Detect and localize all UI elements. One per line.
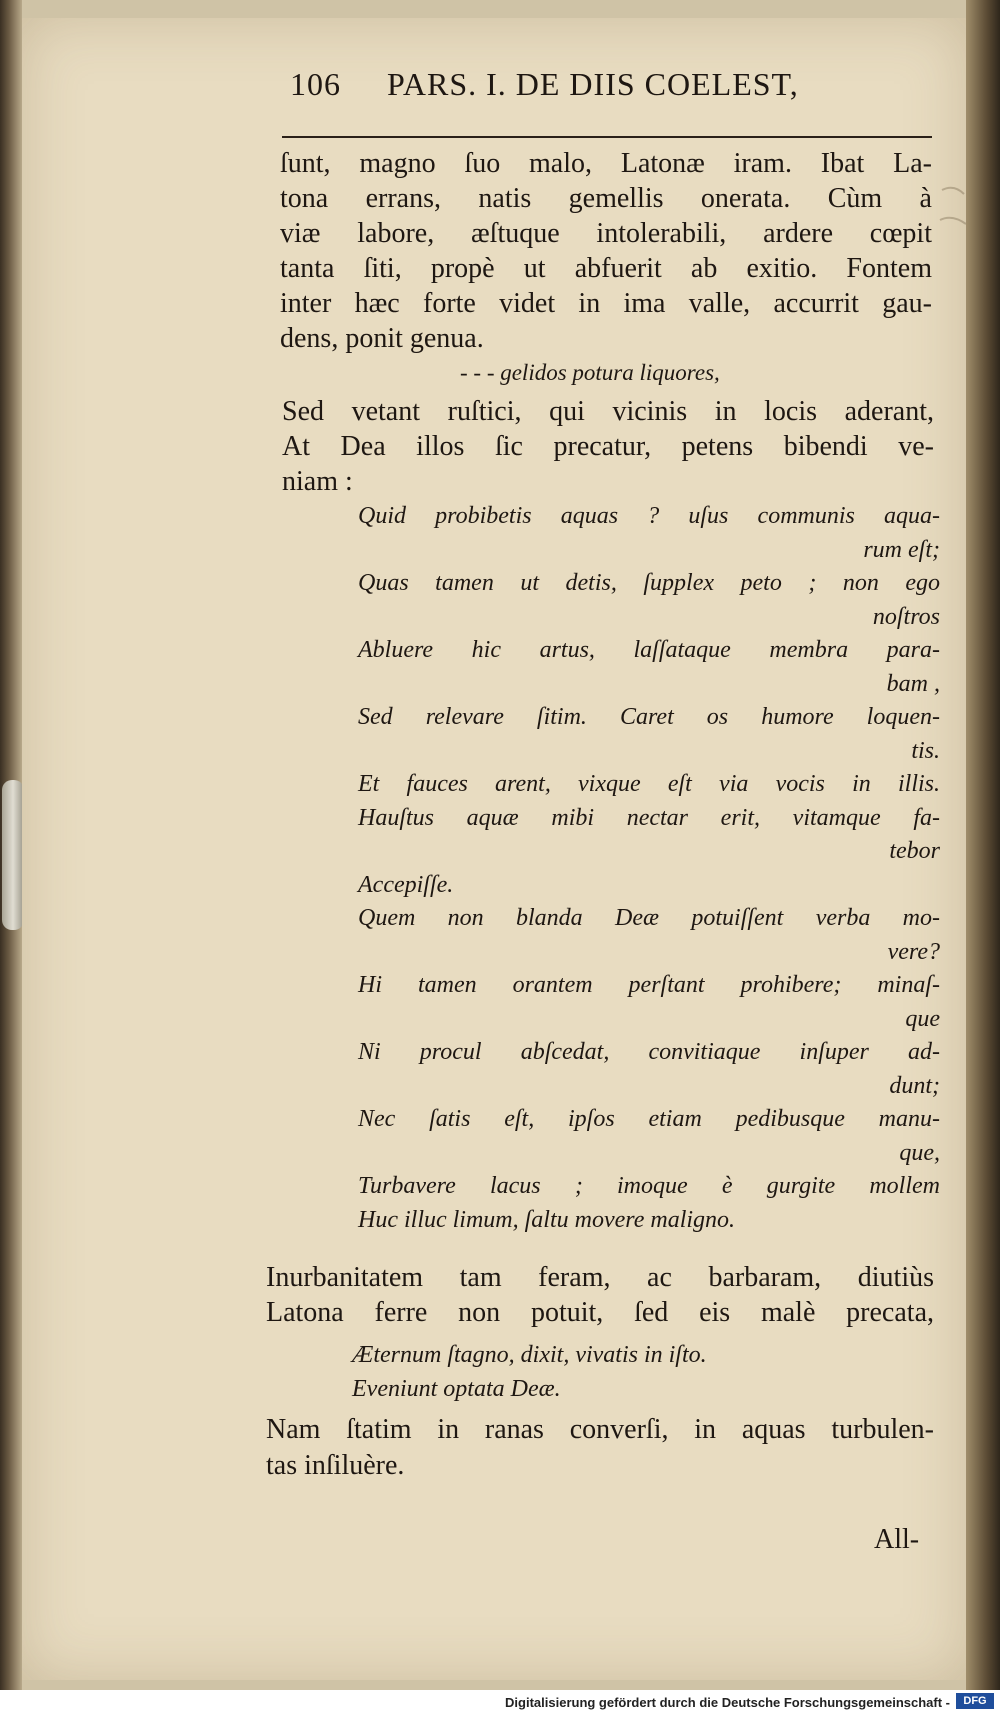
text-line: Sed vetant ruſtici, qui vicinis in locis aderant, xyxy=(282,396,934,427)
footer-bar xyxy=(0,1690,1000,1712)
verse-line: Turbavere lacus ; imoque è gurgite mollem xyxy=(358,1173,940,1199)
verse-turnover: que xyxy=(905,1005,940,1032)
verse-block-2 xyxy=(352,1338,912,1406)
verse-line: Quas tamen ut detis, ſupplex peto ; non ego xyxy=(358,570,940,596)
verse-line: Et fauces arent, vixque eſt via vocis in illis. xyxy=(358,771,940,797)
text-line: tas inſiluère. xyxy=(266,1450,405,1481)
verse-turnover: noſtros xyxy=(872,603,940,630)
text-line: Nam ſtatim in ranas converſi, in aquas turbulen- xyxy=(266,1414,934,1445)
verse-turnover: dunt; xyxy=(889,1072,940,1099)
quoted-fragment: - - - gelidos potura liquores, xyxy=(460,360,720,385)
catchword: All- xyxy=(874,1524,920,1555)
text-line: dens, ponit genua. xyxy=(280,323,484,354)
text-line: Inurbanitatem tam feram, ac barbaram, diutiùs xyxy=(266,1262,934,1293)
text-line: viæ labore, æſtuque intolerabili, ardere cœpit xyxy=(280,218,932,249)
prose-block-2 xyxy=(282,394,934,499)
verse-line: Nec ſatis eſt, ipſos etiam pedibusque manu- xyxy=(358,1106,940,1132)
verse-line: Quid probibetis aquas ? uſus communis aqua- xyxy=(358,503,940,529)
text-line: At Dea illos ſic precatur, petens bibendi ve- xyxy=(282,431,934,462)
running-head-title: PARS. I. DE DIIS COELEST, xyxy=(387,66,799,102)
prose-block-3 xyxy=(266,1260,934,1330)
text-line: tona errans, natis gemellis onerata. Cùm à xyxy=(280,183,932,214)
verse-line: Huc illuc limum, ſaltu movere maligno. xyxy=(358,1206,736,1233)
page-edge xyxy=(966,0,1000,1690)
digitization-credit: Digitalisierung gefördert durch die Deutsche Forschungsgemeinschaft - xyxy=(505,1695,950,1710)
verse-turnover: vere? xyxy=(887,938,940,965)
verse-line: Æternum ſtagno, dixit, vivatis in iſto. xyxy=(352,1342,707,1368)
verse-line: Hi tamen orantem perſtant prohibere; minaſ- xyxy=(358,972,940,998)
prose-block-4 xyxy=(266,1412,934,1484)
header-rule xyxy=(282,136,932,138)
text-line: inter hæc forte videt in ima valle, accurrit gau- xyxy=(280,288,932,319)
verse-line: Abluere hic artus, laſſataque membra para- xyxy=(358,637,940,663)
verse-line: Ni procul abſcedat, convitiaque inſuper ad- xyxy=(358,1039,940,1065)
verse-line: Hauſtus aquæ mibi nectar erit, vitamque fa- xyxy=(358,804,940,831)
text-line: Latona ferre non potuit, ſed eis malè precata, xyxy=(266,1297,934,1328)
verse-line: Eveniunt optata Deæ. xyxy=(352,1376,561,1402)
text-line: tanta ſiti, propè ut abfuerit ab exitio. Fontem xyxy=(280,253,932,284)
verse-turnover: bam , xyxy=(886,670,940,697)
binding-clip xyxy=(2,780,24,930)
verse-block-1 xyxy=(358,500,940,1237)
prose-block-1 xyxy=(280,146,932,356)
running-head xyxy=(290,66,799,103)
verse-turnover: tebor xyxy=(889,838,940,864)
dfg-logo: DFG xyxy=(956,1693,994,1709)
verse-turnover: rum eſt; xyxy=(863,536,940,563)
verse-line: Sed relevare ſitim. Caret os humore loquen- xyxy=(358,704,940,730)
verse-turnover: que, xyxy=(899,1139,940,1166)
text-line: niam : xyxy=(282,466,353,497)
verse-turnover: tis. xyxy=(911,737,940,764)
text-line: ſunt, magno ſuo malo, Latonæ iram. Ibat La- xyxy=(280,148,932,179)
page-number: 106 xyxy=(290,66,341,102)
verse-line: Quem non blanda Deæ potuiſſent verba mo- xyxy=(358,905,940,931)
verse-line: Accepiſſe. xyxy=(358,871,454,898)
